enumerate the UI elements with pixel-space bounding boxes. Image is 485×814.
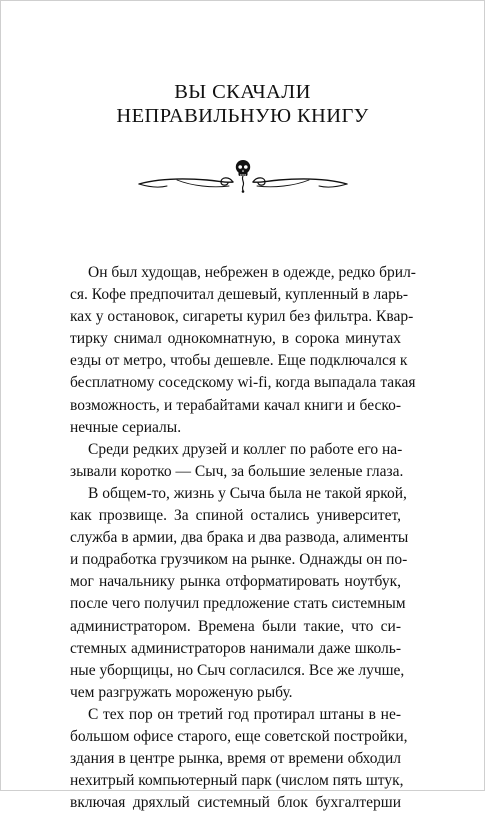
paragraph-1-line-1: Он был худощав, небрежен в одежде, редко брил- xyxy=(88,264,416,281)
skull-ornament xyxy=(137,158,349,196)
paragraph-4-line-1: С тех пор он третий год протирал штаны в не- xyxy=(88,705,401,723)
paragraph-2-line-2: зывали коротко — Сыч, за большие зеленые глаза. xyxy=(70,462,404,480)
paragraph-3-line-1: В общем-то, жизнь у Сыча была не такой яркой, xyxy=(88,484,407,502)
paragraph-1-line-3: ках у остановок, сигареты курил без фильтра. Квар- xyxy=(70,308,414,326)
chapter-title-line-1: ВЫ СКАЧАЛИ xyxy=(174,81,311,103)
paragraph-1-line-4: тирку снимал однокомнатную, в сорока минутах xyxy=(70,330,401,348)
paragraph-3-line-9: ные уборщицы, но Сыч согласился. Все же лучше, xyxy=(70,661,405,679)
paragraph-1-line-2: ся. Кофе предпочитал дешевый, купленный в ларь- xyxy=(70,286,409,304)
paragraph-1-line-6: бесплатному соседскому wi-fi, когда выпадала такая xyxy=(70,374,416,392)
paragraph-1-line-5: езды от метро, чтобы дешевле. Еще подключался к xyxy=(70,352,408,370)
paragraph-3-line-2: как прозвище. За спиной остались университет, xyxy=(70,507,401,525)
skull-icon xyxy=(236,160,250,193)
body-text xyxy=(70,262,416,814)
paragraph-1-line-7: возможность, и терабайтами качал книги и беско- xyxy=(70,396,401,414)
paragraph-4-line-3: здания в центре рынка, время от времени обходил xyxy=(70,750,401,768)
paragraph-2-line-1: Среди редких друзей и коллег по работе его на- xyxy=(88,440,403,458)
paragraph-3-line-7: администратором. Времена были такие, что си- xyxy=(70,617,401,635)
paragraph-4-line-4: нехитрый компьютерный парк (числом пять штук, xyxy=(70,772,404,790)
paragraph-1-line-8: нечные сериалы. xyxy=(70,418,182,436)
paragraph-4-line-5: включая дряхлый системный блок бухгалтерши xyxy=(70,794,401,812)
paragraph-3-line-8: стемных администраторов нанимали даже школь- xyxy=(70,639,401,657)
paragraph-3-line-5: мог начальнику рынка отформатировать ноутбук, xyxy=(70,573,401,591)
chapter-title xyxy=(0,80,485,128)
paragraph-3-line-6: после чего получил предложение стать системным xyxy=(70,595,406,613)
paragraph-3-line-4: и подработка грузчиком на рынке. Однажды он по- xyxy=(70,551,408,569)
paragraph-3-line-10: чем разгружать мороженую рыбу. xyxy=(70,683,293,701)
paragraph-3-line-3: служба в армии, два брака и два развода, алименты xyxy=(70,529,409,547)
paragraph-4-line-2: большом офисе старого, еще советской постройки, xyxy=(70,727,408,745)
chapter-title-line-2: НЕПРАВИЛЬНУЮ КНИГУ xyxy=(116,105,369,127)
